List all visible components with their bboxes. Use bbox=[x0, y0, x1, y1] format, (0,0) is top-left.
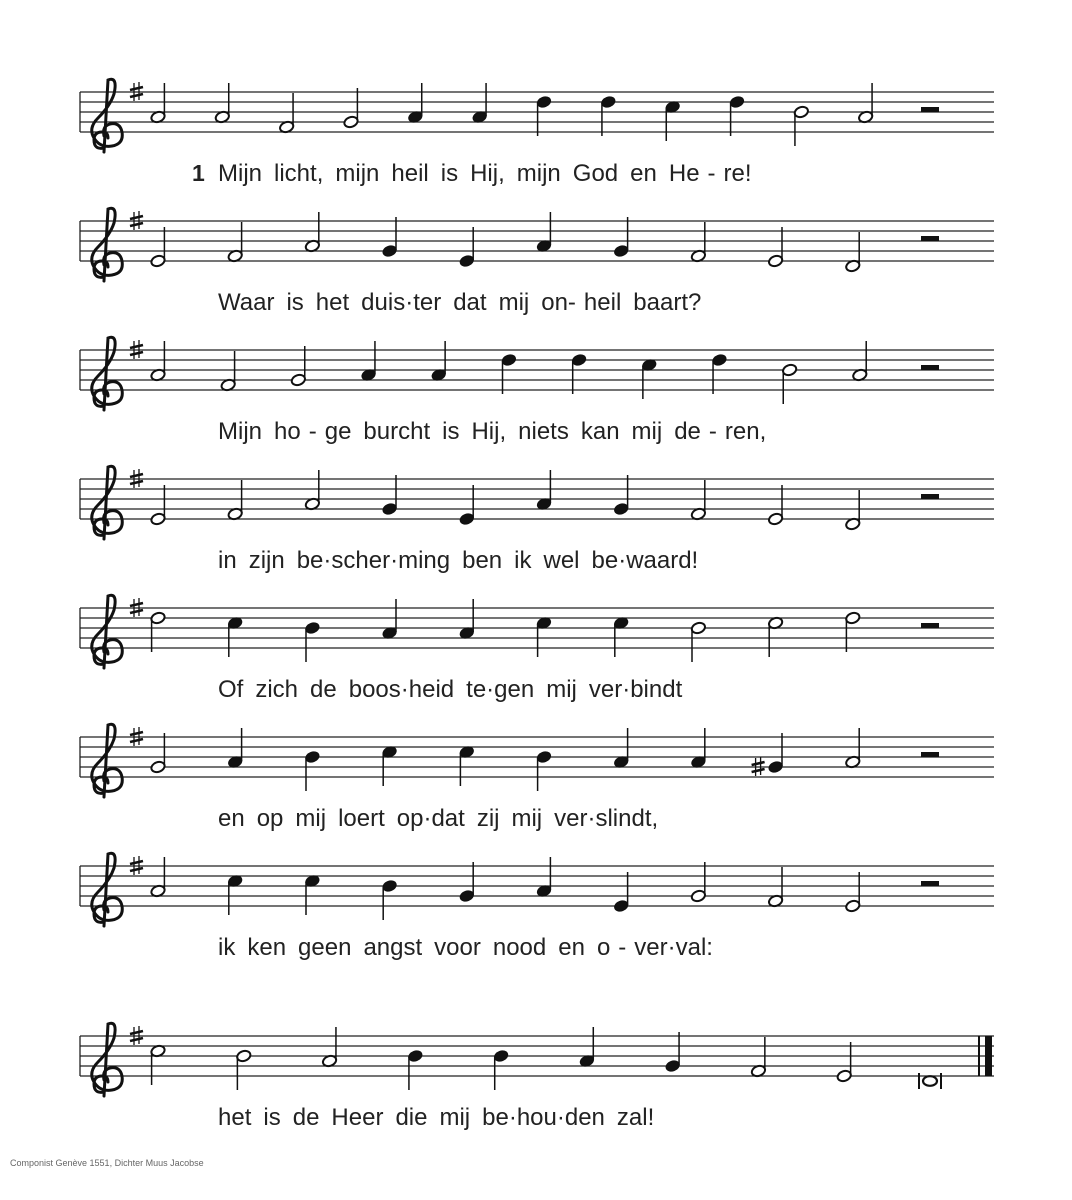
quarter-note bbox=[613, 872, 629, 913]
notehead bbox=[382, 244, 398, 258]
quarter-note bbox=[459, 599, 475, 640]
half-note bbox=[150, 733, 166, 774]
lyric-word: mij bbox=[511, 805, 543, 832]
notehead bbox=[845, 899, 861, 913]
notehead bbox=[501, 353, 517, 367]
final-barline-thick bbox=[985, 1036, 992, 1076]
half-note bbox=[768, 485, 784, 526]
lyric-word: ik bbox=[218, 934, 236, 961]
lyric-word: duis·ter bbox=[361, 289, 442, 316]
staff-system bbox=[80, 853, 994, 961]
half-note bbox=[782, 363, 798, 404]
notehead bbox=[845, 611, 861, 625]
lyric-word: - bbox=[708, 418, 717, 445]
lyric-word: Of bbox=[218, 676, 244, 703]
lyric-word: nood bbox=[492, 934, 547, 961]
quarter-note bbox=[613, 217, 629, 258]
quarter-note bbox=[665, 1032, 681, 1073]
lyric-word: o bbox=[596, 934, 611, 961]
notehead bbox=[782, 363, 798, 377]
quarter-note bbox=[536, 616, 552, 657]
lyric-word: in bbox=[218, 547, 237, 574]
half-note bbox=[214, 83, 230, 124]
quarter-note bbox=[227, 874, 243, 915]
lyric-word: op·dat bbox=[396, 805, 465, 832]
lyric-word: ver·val: bbox=[634, 934, 713, 961]
half-rest bbox=[921, 623, 939, 628]
half-note bbox=[858, 83, 874, 124]
lyric-word: de bbox=[310, 676, 337, 703]
lyric-word: be·waard! bbox=[591, 547, 699, 574]
staff-system bbox=[80, 466, 994, 574]
half-note bbox=[150, 83, 166, 124]
half-note bbox=[343, 88, 359, 129]
staff-system bbox=[80, 595, 994, 703]
half-note bbox=[304, 470, 320, 511]
lyric-word: - bbox=[308, 418, 317, 445]
notehead bbox=[571, 353, 587, 367]
lyric-word: voor bbox=[434, 934, 481, 961]
notehead bbox=[665, 1059, 681, 1073]
quarter-note bbox=[382, 599, 398, 640]
lyric-word: op bbox=[256, 805, 284, 832]
lyric-word: boos·heid bbox=[348, 676, 455, 703]
lyric-word: is bbox=[442, 418, 460, 445]
half-rest bbox=[921, 236, 939, 241]
quarter-note bbox=[729, 95, 745, 136]
treble-clef-icon bbox=[92, 208, 123, 281]
quarter-note bbox=[613, 728, 629, 769]
half-note bbox=[220, 351, 236, 392]
quarter-note bbox=[472, 83, 488, 124]
staff-system bbox=[80, 724, 994, 832]
quarter-note bbox=[665, 100, 681, 141]
half-rest bbox=[921, 494, 939, 499]
notehead bbox=[613, 899, 629, 913]
lyric-word: het bbox=[315, 289, 350, 316]
lyric-word: Hij, bbox=[470, 160, 505, 187]
half-note bbox=[836, 1042, 852, 1083]
quarter-note bbox=[536, 750, 552, 791]
quarter-note bbox=[304, 874, 320, 915]
notehead bbox=[343, 115, 359, 129]
lyric-word: - bbox=[618, 934, 627, 961]
quarter-note bbox=[361, 341, 377, 382]
quarter-note bbox=[227, 616, 243, 657]
treble-clef-icon bbox=[92, 724, 123, 797]
quarter-note bbox=[382, 217, 398, 258]
lyric-word: He bbox=[668, 160, 700, 187]
lyric-word: wel bbox=[543, 547, 580, 574]
quarter-note bbox=[407, 1049, 423, 1090]
lyric-word: Heer bbox=[331, 1104, 384, 1131]
quarter-note bbox=[711, 353, 727, 394]
quarter-note bbox=[600, 95, 616, 136]
notehead bbox=[536, 750, 552, 764]
lyric-word: is bbox=[286, 289, 304, 316]
half-note bbox=[845, 232, 861, 273]
lyric-word: re! bbox=[723, 160, 752, 187]
quarter-note bbox=[459, 227, 475, 268]
quarter-note bbox=[752, 733, 784, 776]
notehead bbox=[768, 512, 784, 526]
half-note bbox=[150, 1044, 166, 1085]
quarter-note bbox=[501, 353, 517, 394]
quarter-note bbox=[459, 862, 475, 903]
notehead bbox=[304, 621, 320, 635]
lyric-word: ver·bindt bbox=[588, 676, 683, 703]
treble-clef-icon bbox=[92, 595, 123, 668]
half-note bbox=[322, 1027, 338, 1068]
treble-clef-icon bbox=[92, 1023, 123, 1096]
half-note bbox=[845, 611, 861, 652]
notehead bbox=[150, 512, 166, 526]
half-note bbox=[150, 341, 166, 382]
notehead bbox=[290, 373, 306, 387]
half-note bbox=[845, 728, 861, 769]
lyric-word: mijn bbox=[516, 160, 561, 187]
lyric-word: mij bbox=[631, 418, 663, 445]
lyric-word: ken bbox=[247, 934, 287, 961]
lyric-word: heil bbox=[391, 160, 429, 187]
half-note bbox=[690, 222, 706, 263]
staff-system bbox=[80, 79, 994, 187]
notehead bbox=[600, 95, 616, 109]
lyric-word: ik bbox=[514, 547, 532, 574]
half-note bbox=[150, 857, 166, 898]
treble-clef-icon bbox=[92, 853, 123, 926]
notehead bbox=[793, 105, 809, 119]
quarter-note bbox=[459, 745, 475, 786]
half-rest bbox=[921, 881, 939, 886]
quarter-note bbox=[431, 341, 447, 382]
lyric-word: God bbox=[572, 160, 619, 187]
notehead bbox=[690, 621, 706, 635]
staff-system bbox=[80, 1023, 994, 1131]
lyric-word: on- bbox=[541, 289, 576, 316]
quarter-note bbox=[304, 750, 320, 791]
lyric-word: en bbox=[630, 160, 657, 187]
notehead bbox=[150, 760, 166, 774]
quarter-note bbox=[579, 1027, 595, 1068]
half-note bbox=[845, 872, 861, 913]
half-note bbox=[150, 611, 166, 652]
quarter-note bbox=[459, 485, 475, 526]
notehead bbox=[459, 889, 475, 903]
lyric-word: ben bbox=[462, 547, 503, 574]
quarter-note bbox=[304, 621, 320, 662]
half-note bbox=[690, 862, 706, 903]
lyric-word: mij bbox=[546, 676, 577, 703]
quarter-note bbox=[641, 358, 657, 399]
half-note bbox=[150, 227, 166, 268]
notehead bbox=[459, 512, 475, 526]
notehead bbox=[304, 750, 320, 764]
notehead bbox=[382, 879, 398, 893]
lyric-word: burcht bbox=[363, 418, 431, 445]
quarter-note bbox=[613, 475, 629, 516]
half-note bbox=[150, 485, 166, 526]
half-note bbox=[690, 480, 706, 521]
lyric-word: de bbox=[292, 1104, 320, 1131]
lyric-word: zijn bbox=[248, 547, 285, 574]
lyric-word: baart? bbox=[633, 289, 702, 316]
half-note bbox=[768, 227, 784, 268]
notehead bbox=[150, 254, 166, 268]
lyric-word: kan bbox=[580, 418, 620, 445]
half-note bbox=[768, 867, 784, 908]
quarter-note bbox=[382, 879, 398, 920]
lyric-word: Mijn bbox=[218, 418, 263, 445]
notehead bbox=[150, 611, 166, 625]
lyric-word: is bbox=[440, 160, 459, 187]
lyric-word: zal! bbox=[616, 1104, 655, 1131]
staff-system bbox=[80, 208, 994, 316]
credit-line: Componist Genève 1551, Dichter Muus Jacobse bbox=[10, 1158, 204, 1168]
notehead bbox=[459, 254, 475, 268]
lyric-word: be·scher·ming bbox=[296, 547, 451, 574]
quarter-note bbox=[407, 83, 423, 124]
lyric-word: loert bbox=[338, 805, 385, 832]
treble-clef-icon bbox=[92, 337, 123, 410]
lyric-word: dat bbox=[453, 289, 487, 316]
lyric-word: mijn bbox=[335, 160, 380, 187]
lyric-word: heil bbox=[583, 289, 622, 316]
half-note bbox=[290, 346, 306, 387]
lyric-word: mij bbox=[295, 805, 327, 832]
quarter-note bbox=[536, 470, 552, 511]
half-note bbox=[304, 212, 320, 253]
lyric-word: zij bbox=[476, 805, 500, 832]
treble-clef-icon bbox=[92, 79, 123, 152]
lyric-word: Waar bbox=[218, 289, 275, 316]
lyric-word: be·hou·den bbox=[482, 1104, 605, 1131]
notehead bbox=[768, 254, 784, 268]
half-note bbox=[690, 621, 706, 662]
half-note bbox=[750, 1037, 766, 1078]
quarter-note bbox=[613, 616, 629, 657]
lyric-word: de bbox=[674, 418, 701, 445]
notehead bbox=[768, 760, 784, 774]
lyric-word: en bbox=[558, 934, 585, 961]
half-note bbox=[768, 616, 784, 657]
lyric-word: en bbox=[218, 805, 245, 832]
lyric-word: is bbox=[263, 1104, 281, 1131]
half-note bbox=[279, 93, 295, 134]
treble-clef-icon bbox=[92, 466, 123, 539]
lyric-word: geen bbox=[298, 934, 352, 961]
notehead bbox=[407, 1049, 423, 1063]
staff-system bbox=[80, 337, 994, 445]
lyric-word: het bbox=[218, 1104, 252, 1131]
half-rest bbox=[921, 107, 939, 112]
lyric-word: ho bbox=[274, 418, 301, 445]
quarter-note bbox=[382, 475, 398, 516]
half-note bbox=[236, 1049, 252, 1090]
lyric-word: ge bbox=[324, 418, 352, 445]
quarter-note bbox=[690, 728, 706, 769]
quarter-note bbox=[382, 745, 398, 786]
lyric-word: ren, bbox=[724, 418, 767, 445]
notehead bbox=[923, 1076, 937, 1086]
notehead bbox=[690, 889, 706, 903]
lyric-word: zich bbox=[255, 676, 299, 703]
half-note bbox=[852, 341, 868, 382]
lyric-word: die bbox=[395, 1104, 428, 1131]
notehead bbox=[613, 502, 629, 516]
lyric-word: - bbox=[707, 160, 716, 187]
verse-number: 1 bbox=[192, 160, 205, 186]
quarter-note bbox=[536, 95, 552, 136]
notehead bbox=[536, 95, 552, 109]
notehead bbox=[711, 353, 727, 367]
quarter-note bbox=[536, 212, 552, 253]
lyric-word: niets bbox=[518, 418, 569, 445]
quarter-note bbox=[536, 857, 552, 898]
lyric-word: Hij, bbox=[471, 418, 507, 445]
half-note bbox=[845, 490, 861, 531]
lyric-word: mij bbox=[439, 1104, 471, 1131]
notehead bbox=[613, 244, 629, 258]
lyric-word: angst bbox=[363, 934, 423, 961]
half-rest bbox=[921, 365, 939, 370]
lyric-word: te·gen bbox=[466, 676, 535, 703]
half-note bbox=[227, 480, 243, 521]
notehead bbox=[836, 1069, 852, 1083]
notehead bbox=[236, 1049, 252, 1063]
lyric-word: licht, bbox=[274, 160, 324, 187]
quarter-note bbox=[493, 1049, 509, 1090]
notehead bbox=[493, 1049, 509, 1063]
quarter-note bbox=[571, 353, 587, 394]
notehead bbox=[382, 502, 398, 516]
lyric-word: mij bbox=[498, 289, 530, 316]
notehead bbox=[729, 95, 745, 109]
half-note bbox=[227, 222, 243, 263]
lyric-word: ver·slindt, bbox=[554, 805, 659, 832]
half-rest bbox=[921, 752, 939, 757]
quarter-note bbox=[227, 728, 243, 769]
half-note bbox=[793, 105, 809, 146]
lyric-word: Mijn bbox=[218, 160, 263, 187]
